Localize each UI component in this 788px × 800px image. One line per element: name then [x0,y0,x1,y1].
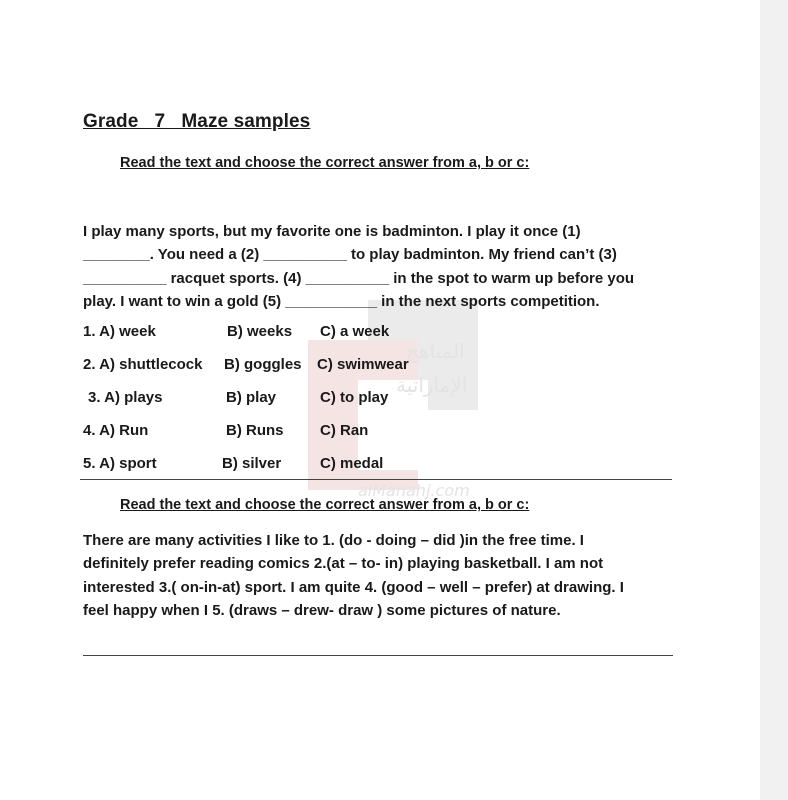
option-c[interactable]: C) swimwear [317,356,409,373]
instruction-1: Read the text and choose the correct answer from a, b or c: [120,155,530,171]
option-a[interactable]: 5. A) sport [83,455,157,472]
passage-2-line: interested 3.( on-in-at) sport. I am quite 4. (good – well – prefer) at drawing. I [83,578,624,596]
passage-2 [83,529,683,622]
passage-1-line: ________. You need a (2) __________ to play badminton. My friend can’t (3) [83,246,617,264]
section-divider [80,479,672,480]
option-a[interactable]: 1. A) week [83,323,156,340]
question-options-3 [0,389,700,411]
page-title: Grade 7 Maze samples [83,111,311,132]
option-c[interactable]: C) a week [320,323,390,340]
option-b[interactable]: B) play [226,389,277,406]
option-b[interactable]: B) silver [222,455,282,472]
question-options-2 [0,356,700,378]
question-options-1 [0,323,700,345]
question-options-4 [0,422,700,444]
page-margin-strip [760,0,788,800]
passage-1-line: __________ racquet sports. (4) __________ in the spot to warm up before you [83,269,635,287]
watermark-site: alManahj.com [358,481,470,500]
option-a[interactable]: 4. A) Run [83,422,149,439]
passage-1 [83,220,683,313]
passage-2-line: There are many activities I like to 1. (do - doing – did )in the free time. I [83,532,584,549]
watermark-text-1: المناهج [406,339,465,363]
watermark-text-2: الإماراتية [396,373,468,397]
question-options-5 [0,455,700,477]
option-b[interactable]: B) weeks [227,323,293,340]
option-b[interactable]: B) Runs [226,422,284,439]
option-c[interactable]: C) Ran [320,422,369,439]
passage-2-line: feel happy when I 5. (draws – drew- draw ) some pictures of nature. [83,601,561,619]
option-b[interactable]: B) goggles [224,356,302,373]
passage-1-line: play. I want to win a gold (5) ___________ in the next sports competition. [83,292,600,310]
passage-2-line: definitely prefer reading comics 2.(at – to- in) playing basketball. I am not [83,555,604,573]
passage-1-line: I play many sports, but my favorite one is badminton. I play it once (1) [83,223,581,240]
option-a[interactable]: 3. A) plays [88,389,163,406]
option-c[interactable]: C) to play [320,389,389,406]
instruction-2: Read the text and choose the correct answer from a, b or c: [120,497,530,513]
option-c[interactable]: C) medal [320,455,384,472]
option-a[interactable]: 2. A) shuttlecock [83,356,203,373]
bottom-divider [83,655,673,656]
